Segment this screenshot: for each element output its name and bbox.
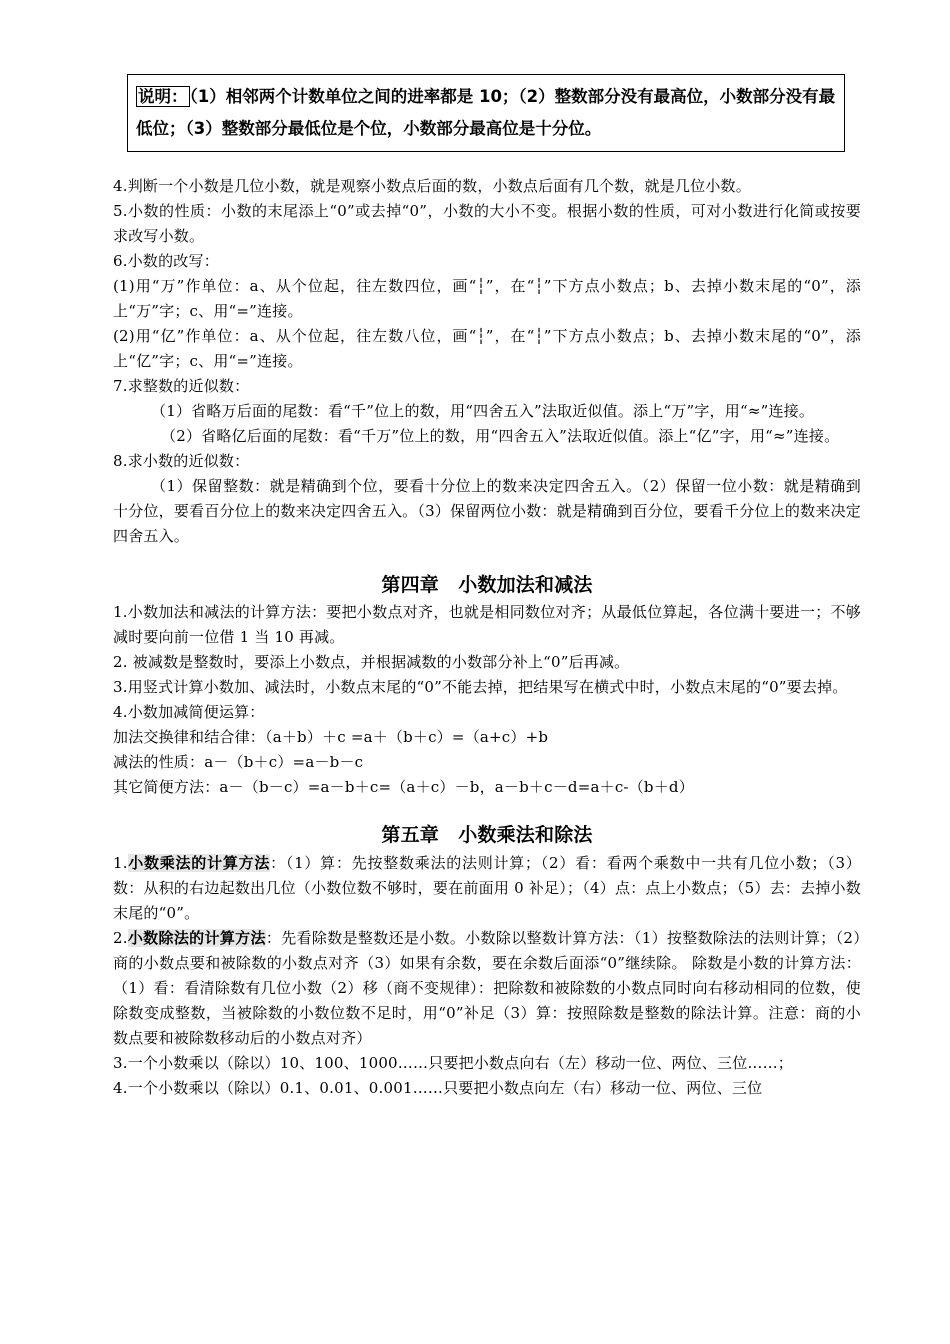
list-item: 4.小数加减简便运算： xyxy=(113,703,265,721)
formula-line: 加法交换律和结合律：（a＋b）＋c =a＋（b＋c）=（a+c）+b xyxy=(113,728,549,746)
list-item: 2. 被减数是整数时，要添上小数点，并根据减数的小数部分补上“0”后再减。 xyxy=(113,653,630,671)
list-item: （1）保留整数：就是精确到个位，要看十分位上的数来决定四舍五入。（2）保留一位小数：就是精确到十分位，要看百分位上的数来决定四舍五入。（3）保留两位小数：就是精确到百分位，要看千分位上的数来决定四舍五入。 xyxy=(113,477,861,545)
list-item: （1）省略万后面的尾数：看“千”位上的数，用“四舍五入”法取近似值。添上“万”字，用“≈”连接。 xyxy=(151,402,815,420)
list-item: 4.一个小数乘以（除以）0.1、0.01、0.001……只要把小数点向左（右）移动一位、两位、三位 xyxy=(113,1079,763,1097)
list-item: (2)用“亿”作单位：a、从个位起，往左数八位，画“┆”，在“┆”下方点小数点；b、去掉小数末尾的“0”，添上“亿”字；c、用“=”连接。 xyxy=(113,327,861,370)
list-item: （2）省略亿后面的尾数：看“千万”位上的数，用“四舍五入”法取近似值。添上“亿”字，用“≈”连接。 xyxy=(161,427,840,445)
item-number: 1. xyxy=(113,854,128,872)
note-text: （1）相邻两个计数单位之间的进率都是 10；（2）整数部分没有最高位，小数部分没有最低位；（3）整数部分最低位是个位，小数部分最高位是十分位。 xyxy=(136,87,836,138)
item-number: 2. xyxy=(113,929,128,947)
list-item: 7.求整数的近似数： xyxy=(113,377,250,395)
list-item: 1.小数加法和减法的计算方法：要把小数点对齐，也就是相同数位对齐；从最低位算起，各位满十要进一；不够减时要向前一位借 1 当 10 再减。 xyxy=(113,603,861,646)
note-box xyxy=(127,74,845,152)
list-item: 4.判断一个小数是几位小数，就是观察小数点后面的数，小数点后面有几个数，就是几位小数。 xyxy=(113,177,751,195)
highlighted-term: 小数乘法的计算方法 xyxy=(127,854,271,872)
highlighted-term: 小数除法的计算方法 xyxy=(127,929,266,947)
list-item: 3.一个小数乘以（除以）10、100、1000……只要把小数点向右（左）移动一位、两位、三位……； xyxy=(113,1054,794,1072)
note-lead: 说明： xyxy=(138,87,188,106)
chapter-4-title: 第四章 小数加法和减法 xyxy=(381,574,593,596)
formula-line: 减法的性质：a－（b＋c）=a－b－c xyxy=(113,753,364,771)
list-item: (1)用“万”作单位：a、从个位起，往左数四位，画“┆”，在“┆”下方点小数点；b、去掉小数末尾的“0”，添上“万”字；c、用“=”连接。 xyxy=(113,277,861,320)
content xyxy=(113,174,861,1101)
list-item xyxy=(113,926,861,1051)
list-item: 3.用竖式计算小数加、减法时，小数点末尾的“0”不能去掉，把结果写在横式中时，小数点末尾的“0”要去掉。 xyxy=(113,678,848,696)
formula-line: 其它简便方法：a－（b－c）=a－b＋c=（a＋c）－b，a－b＋c－d=a＋c-（b＋d） xyxy=(113,778,694,796)
item-text: ：先看除数是整数还是小数。小数除以整数计算方法：（1）按整数除法的法则计算；（2）商的小数点要和被除数的小数点对齐（3）如果有余数，要在余数后面添“0”继续除。 除数是小数的计算方法：（1）看：看清除数有几位小数（2）移（商不变规律）：把除数和被除数的小数点同时向右移动相同的位数，使除数变成整数，当被除数的小数位数不足时，用“0”补足（3）算：按照除数是整数的除法计算。注意：商的小数点要和被除数移动后的小数点对齐） xyxy=(113,929,861,1047)
list-item: 5.小数的性质：小数的末尾添上“0”或去掉“0”，小数的大小不变。根据小数的性质，可对小数进行化简或按要求改写小数。 xyxy=(113,202,861,245)
chapter-5-title: 第五章 小数乘法和除法 xyxy=(381,824,593,846)
item-text: ：（1）算：先按整数乘法的法则计算；（2）看：看两个乘数中一共有几位小数；（3）数：从积的右边起数出几位（小数位数不够时，要在前面用 0 补足）；（4）点：点上小数点；（5）去：去掉小数末尾的“0”。 xyxy=(113,854,861,922)
list-item: 8.求小数的近似数： xyxy=(113,452,250,470)
list-item xyxy=(113,851,861,926)
list-item: 6.小数的改写： xyxy=(113,252,219,270)
